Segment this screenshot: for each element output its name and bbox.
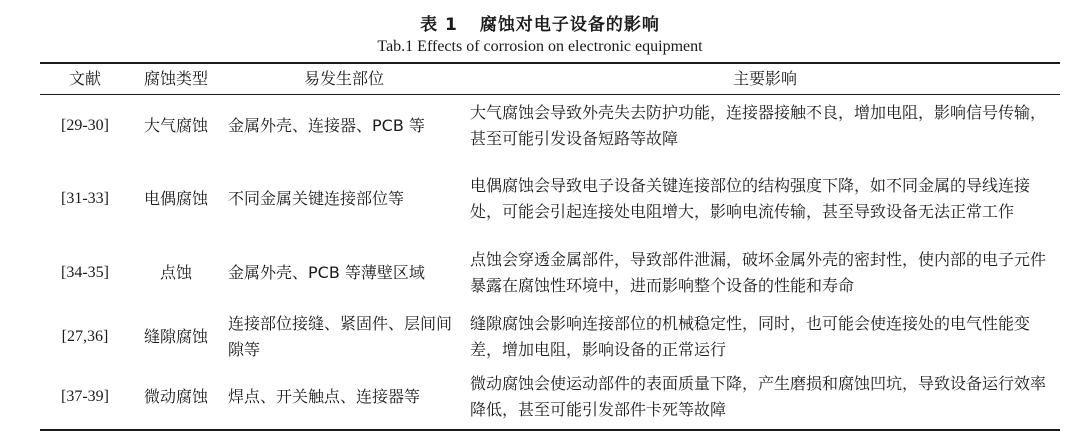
table-caption-en: Tab.1 Effects of corrosion on electronic equipment	[377, 38, 703, 55]
table-title-cn: 腐蚀对电子设备的影响	[479, 15, 660, 35]
header-effect: 主要影响	[732, 69, 797, 88]
cell-effect: 电偶腐蚀会导致电子设备关键连接部位的结构强度下降，如不同金属的导线连接处，可能会引起连接处电阻增大，影响电流传输，甚至导致设备无法正常工作	[470, 176, 1031, 221]
cell-location: 焊点、开关触点、连接器等	[228, 387, 421, 406]
cell-type: 微动腐蚀	[143, 387, 208, 406]
table-number: 表 1	[420, 15, 458, 35]
cell-effect: 大气腐蚀会导致外壳失去防护功能，连接器接触不良，增加电阻，影响信号传输，甚至可能引发设备短路等故障	[470, 103, 1047, 148]
cell-ref: [31-33]	[61, 190, 109, 207]
header-rule	[40, 94, 1060, 95]
cell-ref: [37-39]	[61, 388, 109, 405]
table-caption-cn	[0, 10, 1080, 35]
table-row	[40, 245, 1060, 301]
cell-location: 金属外壳、PCB 等薄壁区域	[228, 263, 425, 282]
cell-effect: 微动腐蚀会使运动部件的表面质量下降，产生磨损和腐蚀凹坑，导致设备运行效率降低，甚至可能引发部件卡死等故障	[470, 374, 1047, 419]
cell-location: 金属外壳、连接器、PCB 等	[228, 116, 425, 135]
table-row	[40, 98, 1060, 154]
table-row	[40, 309, 1060, 365]
cell-ref: [29-30]	[61, 117, 109, 134]
cell-location: 连接部位接缝、紧固件、层间间隙等	[228, 314, 453, 359]
bottom-rule	[40, 429, 1060, 431]
cell-type: 大气腐蚀	[143, 116, 208, 135]
cell-effect: 点蚀会穿透金属部件，导致部件泄漏，破坏金属外壳的密封性，使内部的电子元件暴露在腐蚀性环境中，进而影响整个设备的性能和寿命	[470, 250, 1047, 295]
top-rule	[40, 62, 1060, 64]
header-type: 腐蚀类型	[143, 69, 208, 88]
header-location: 易发生部位	[303, 69, 384, 88]
table-row	[40, 369, 1060, 425]
cell-location: 不同金属关键连接部位等	[228, 189, 405, 208]
table-row	[40, 156, 1060, 242]
cell-type: 点蚀	[159, 263, 192, 282]
cell-ref: [27,36]	[61, 328, 109, 345]
cell-ref: [34-35]	[61, 264, 109, 281]
cell-effect: 缝隙腐蚀会影响连接部位的机械稳定性，同时，也可能会使连接处的电气性能变差，增加电阻，影响设备的正常运行	[470, 314, 1031, 359]
header-ref: 文献	[68, 69, 101, 88]
cell-type: 电偶腐蚀	[143, 189, 208, 208]
cell-type: 缝隙腐蚀	[143, 327, 208, 346]
